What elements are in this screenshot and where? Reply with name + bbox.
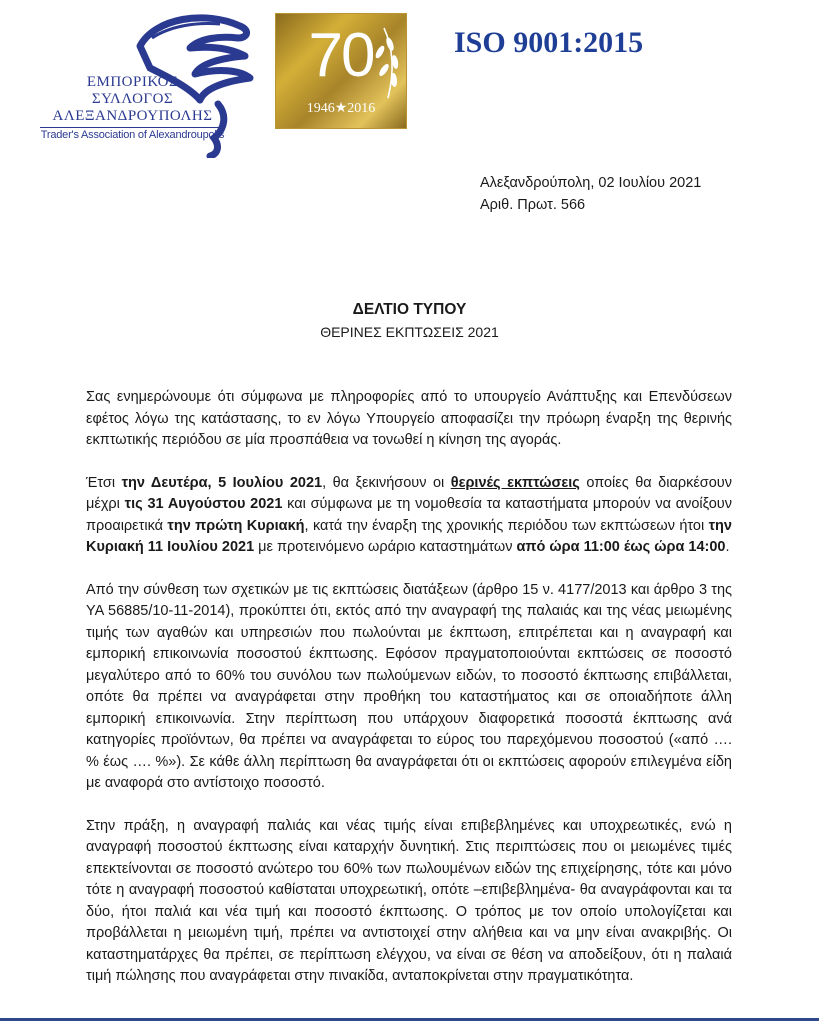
start-date: την Δευτέρα, 5 Ιουλίου 2021 bbox=[121, 474, 323, 491]
text-run: , κατά την έναρξη της χρονικής περιόδου των εκπτώσεων ήτοι bbox=[304, 517, 709, 534]
document-title: ΔΕΛΤΙΟ ΤΥΠΟΥ bbox=[352, 301, 467, 318]
text-run: και σύμφωνα με τη νομοθεσία τα καταστήματα μπορούν να ανοίξουν προαιρετικά bbox=[86, 496, 732, 534]
document-meta bbox=[480, 172, 701, 216]
document-subtitle: ΘΕΡΙΝΕΣ ΕΚΠΤΩΣΕΙΣ 2021 bbox=[320, 324, 499, 340]
org-name-line-3: ΑΛΕΞΑΝΔΡΟΥΠΟΛΗΣ bbox=[52, 108, 213, 124]
opening-hours: από ώρα 11:00 έως ώρα 14:00 bbox=[516, 539, 726, 555]
paragraph-dates bbox=[86, 473, 732, 559]
anniversary-number: 70 bbox=[308, 21, 374, 90]
paragraph-legal: Από την σύνθεση των σχετικών με τις εκπτώσεις διατάξεων (άρθρο 15 ν. 4177/2013 και άρθρο 3 της ΥΑ 56885/10-11-2014), προκύπτει ότι, εκτός από την αναγραφή της παλαιάς και της νέας μειωμένης τιμής των αγαθών και υπηρεσιών που πωλούνται με έκπτωση, επιτρέπεται και η αναγραφή και εμπορική επικοινωνία ποσοστού έκπτωσης. Εφόσον πραγματοποιούνται εκπτώσεις σε ποσοστό μεγαλύτερο από το 60% του συνόλου των πωλούμενων ειδών, το ποσοστό έκπτωσης επιβάλλεται, οπότε θα πρέπει να αναγράφεται στην προθήκη του καταστήματος και σε οποιαδήποτε άλλη εμπορική επικοινωνία. Στην περίπτωση που υπάρχουν διαφορετικά ποσοστά έκπτωσης ανά κατηγορίες προϊόντων, θα πρέπει να αναγράφεται το εύρος του παρεχόμενου ποσοστού («από …. % έως …. %»). Σε κάθε άλλη περίπτωση θα αναγράφεται ότι οι εκπτώσεις αφορούν επιλεγμένα είδη με αναφορά στο αντίστοιχο ποσοστό. bbox=[86, 581, 732, 791]
text-run: , θα ξεκινήσουν οι bbox=[322, 474, 451, 491]
text-run: με προτεινόμενο ωράριο καταστημάτων bbox=[254, 539, 517, 555]
paragraph-practice: Στην πράξη, η αναγραφή παλιάς και νέας τιμής είναι επιβεβλημένες και υποχρεωτικές, ενώ η αναγραφή ποσοστού έκπτωσης είναι καταρχήν δυνητική. Στις περιπτώσεις που οι μειωμένες τιμές επεκτείνονται σε ποσοστό ανώτερο του 60% των πωλουμένων ειδών της επιχείρησης, τότε και μόνο τότε η αναγραφή ποσοστού καθίσταται υποχρεωτική, οπότε –επιβεβλημένα- θα αναγράφονται και τα δύο, ήτοι παλιά και νέα τιμή και ποσοστό έκπτωσης. Ο τρόπος με τον οποίο υπολογίζεται και προβάλλεται η μειωμένη τιμή, πρέπει να αντιστοιχεί στην αλήθεια και να μην είναι ανακριβής. Οι καταστηματάρχες θα πρέπει, σε περίπτωση ελέγχου, να είναι σε θέση να αποδείξουν, ότι η παλαιά τιμή πώλησης που αναγράφεται στην πινακίδα, ανταποκρίνεται στην πραγματικότητα. bbox=[86, 817, 732, 984]
sunday-date: την Κυριακή 11 Ιουλίου 2021 bbox=[86, 517, 732, 555]
place-date: Αλεξανδρούπολη, 02 Ιουλίου 2021 bbox=[480, 175, 702, 191]
summer-sales-term: θερινές εκπτώσεις bbox=[450, 474, 580, 491]
org-name-english: Trader's Association of Alexandroupolis bbox=[40, 129, 225, 141]
association-name bbox=[40, 74, 225, 142]
first-sunday: την πρώτη Κυριακή bbox=[167, 517, 305, 534]
text-run: Έτσι bbox=[86, 474, 122, 491]
document-body bbox=[86, 387, 732, 1009]
end-date: τις 31 Αυγούστου 2021 bbox=[124, 496, 283, 512]
protocol-number: Αριθ. Πρωτ. 566 bbox=[480, 197, 586, 213]
paragraph-intro: Σας ενημερώνουμε ότι σύμφωνα με πληροφορίες από το υπουργείο Ανάπτυξης και Επενδύσεων εφέτος λόγω της κατάστασης, το εν λόγω Υπουργείο αποφασίζει την πρόωρη έναρξη της θερινής εκπτωτικής περιόδου σε μία προσπάθεια να τονωθεί η κίνηση της αγοράς. bbox=[86, 389, 732, 448]
title-block bbox=[0, 300, 819, 342]
bottom-divider bbox=[0, 1018, 819, 1021]
org-name-line-2: ΣΥΛΛΟΓΟΣ bbox=[91, 91, 174, 107]
association-logo bbox=[40, 8, 260, 158]
iso-certification: ISO 9001:2015 bbox=[454, 26, 644, 59]
text-run: . bbox=[725, 539, 730, 555]
anniversary-years: 1946★2016 bbox=[306, 101, 376, 116]
anniversary-badge bbox=[276, 14, 406, 128]
text-run: οποίες θα διαρκέσουν μέχρι bbox=[86, 474, 732, 512]
org-name-line-1: ΕΜΠΟΡΙΚΟΣ bbox=[86, 74, 179, 90]
